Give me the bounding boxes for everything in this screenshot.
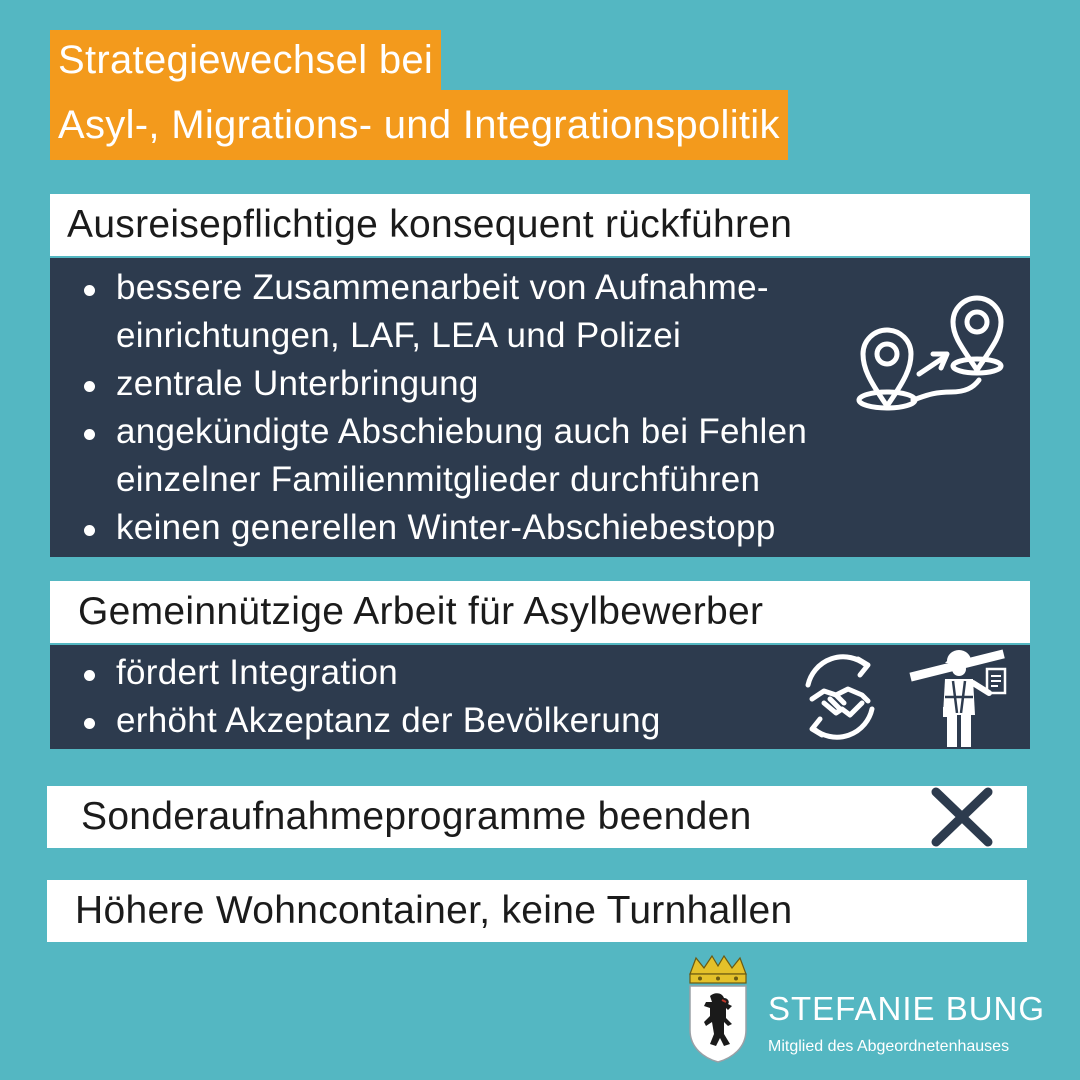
section1-heading: [50, 194, 1030, 256]
footer-name: STEFANIE BUNG: [768, 990, 1046, 1027]
section2-box: fördert Integration erhöht Akzeptanz der Bevölkerung: [50, 645, 1030, 749]
section3-heading: [47, 786, 1027, 848]
bullet-icon: [84, 670, 95, 681]
cross-icon: [930, 786, 994, 848]
bullet-icon: [84, 285, 95, 296]
title-text-2: Asyl-, Migrations- und Integrationspolitik: [58, 103, 780, 147]
section4-heading: [47, 880, 1027, 942]
bullet-icon: [84, 429, 95, 440]
title-line-1: [50, 30, 441, 90]
footer-subtitle: Mitglied des Abgeordnetenhauses: [768, 1038, 1010, 1055]
berlin-coat-of-arms-logo: [686, 954, 750, 1064]
section2-heading: [50, 581, 1030, 643]
bullet-icon: [84, 525, 95, 536]
worker-icon: [905, 647, 1015, 747]
location-route-icon: [855, 284, 1005, 434]
bullet-icon: [84, 718, 95, 729]
title-text-1: Strategiewechsel bei: [58, 38, 434, 82]
section1-box: bessere Zusammenarbeit von Aufnahme- einrichtungen, LAF, LEA und Polizei zentrale Unterbringung angekündigte Abschiebung auch bei Fehlen einzelner Familienmitglieder durchführen keinen generellen Winter-Abschiebestopp: [50, 258, 1030, 557]
title-line-2: [50, 90, 788, 160]
bullet-icon: [84, 381, 95, 392]
section1-heading-text: Ausreisepflichtige konsequent rückführen: [67, 203, 793, 246]
section4-heading-text: Höhere Wohncontainer, keine Turnhallen: [75, 889, 793, 932]
handshake-cycle-icon: [792, 649, 888, 745]
section3-heading-text: Sonderaufnahmeprogramme beenden: [81, 795, 752, 838]
section2-heading-text: Gemeinnützige Arbeit für Asylbewerber: [78, 590, 764, 633]
